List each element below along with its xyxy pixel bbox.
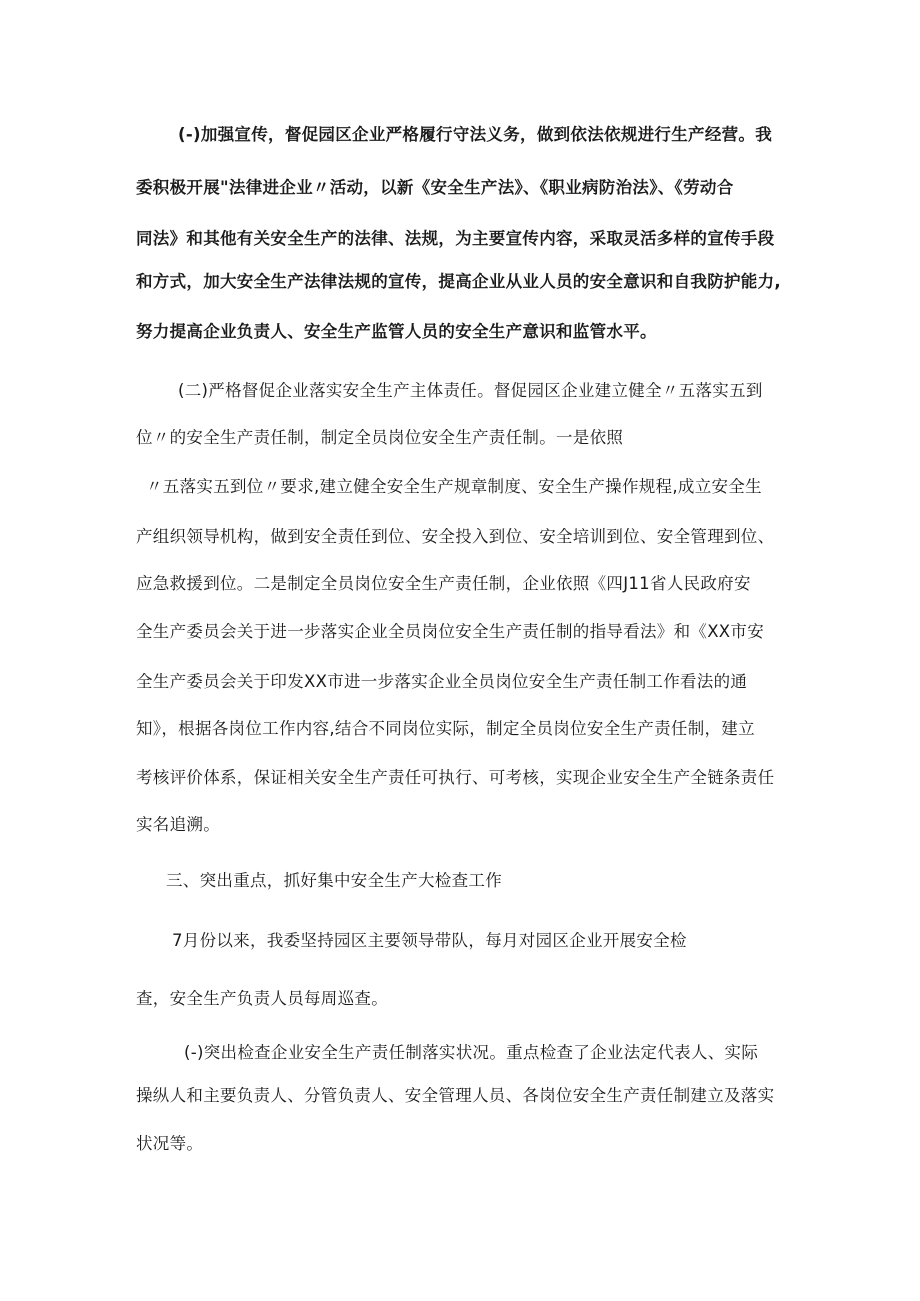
text-line: 和方式，加大安全生产法律法规的宣传，提高企业从业人员的安全意识和自我防护能力,: [136, 272, 781, 291]
text-line: 状况等。: [136, 1134, 204, 1153]
text-line: 全生产委员会关于进一步落实企业全员岗位安全生产责任制的指导看法》和《XX市安: [136, 622, 765, 641]
text-line: 应急救援到位。二是制定全员岗位安全生产责任制，企业依照《四J11省人民政府安: [136, 574, 751, 593]
text-line: 〃五落实五到位〃要求,建立健全安全生产规章制度、安全生产操作规程,成立安全生: [146, 477, 762, 496]
text-line: 委积极开展"法律进企业〃活动，以新《安全生产法》、《职业病防治法》、《劳动合: [136, 178, 734, 197]
heading-text: 三、突出重点，抓好集中安全生产大检查工作: [166, 871, 502, 890]
text-line: 产组织领导机构，做到安全责任到位、安全投入到位、安全培训到位、安全管理到位、: [136, 527, 775, 546]
text-line: (-)突出检查企业安全生产责任制落实状况。重点检查了企业法定代表人、实际: [184, 1043, 759, 1062]
text-line: 知》，根据各岗位工作内容,结合不同岗位实际，制定全员岗位安全生产责任制，建立: [136, 719, 755, 738]
text-line: 全生产委员会关于印发XX市进一步落实企业全员岗位安全生产责任制工作看法的通: [136, 672, 748, 691]
text-line: 实名追溯。: [136, 815, 220, 834]
text-line: (-)加强宣传，督促园区企业严格履行守法义务，做到依法依规进行生产经营。我: [178, 125, 773, 144]
text-line: (二)严格督促企业落实安全生产主体责任。督促园区企业建立健全〃五落实五到: [178, 381, 763, 400]
text-line: 操纵人和主要负责人、分管负责人、安全管理人员、各岗位安全生产责任制建立及落实: [136, 1086, 775, 1105]
text-line: 同法》和其他有关安全生产的法律、法规，为主要宣传内容，采取灵活多样的宣传手段: [136, 229, 775, 248]
text-line: 位〃的安全生产责任制，制定全员岗位安全生产责任制。一是依照: [136, 428, 624, 447]
text-line: 查，安全生产负责人员每周巡查。: [136, 989, 388, 1008]
text-line: 7月份以来，我委坚持园区主要领导带队，每月对园区企业开展安全检: [172, 931, 687, 950]
text-line: 努力提高企业负责人、安全生产监管人员的安全生产意识和监管水平。: [136, 322, 657, 341]
text-line: 考核评价体系，保证相关安全生产责任可执行、可考核，实现企业安全生产全链条责任: [136, 768, 775, 787]
